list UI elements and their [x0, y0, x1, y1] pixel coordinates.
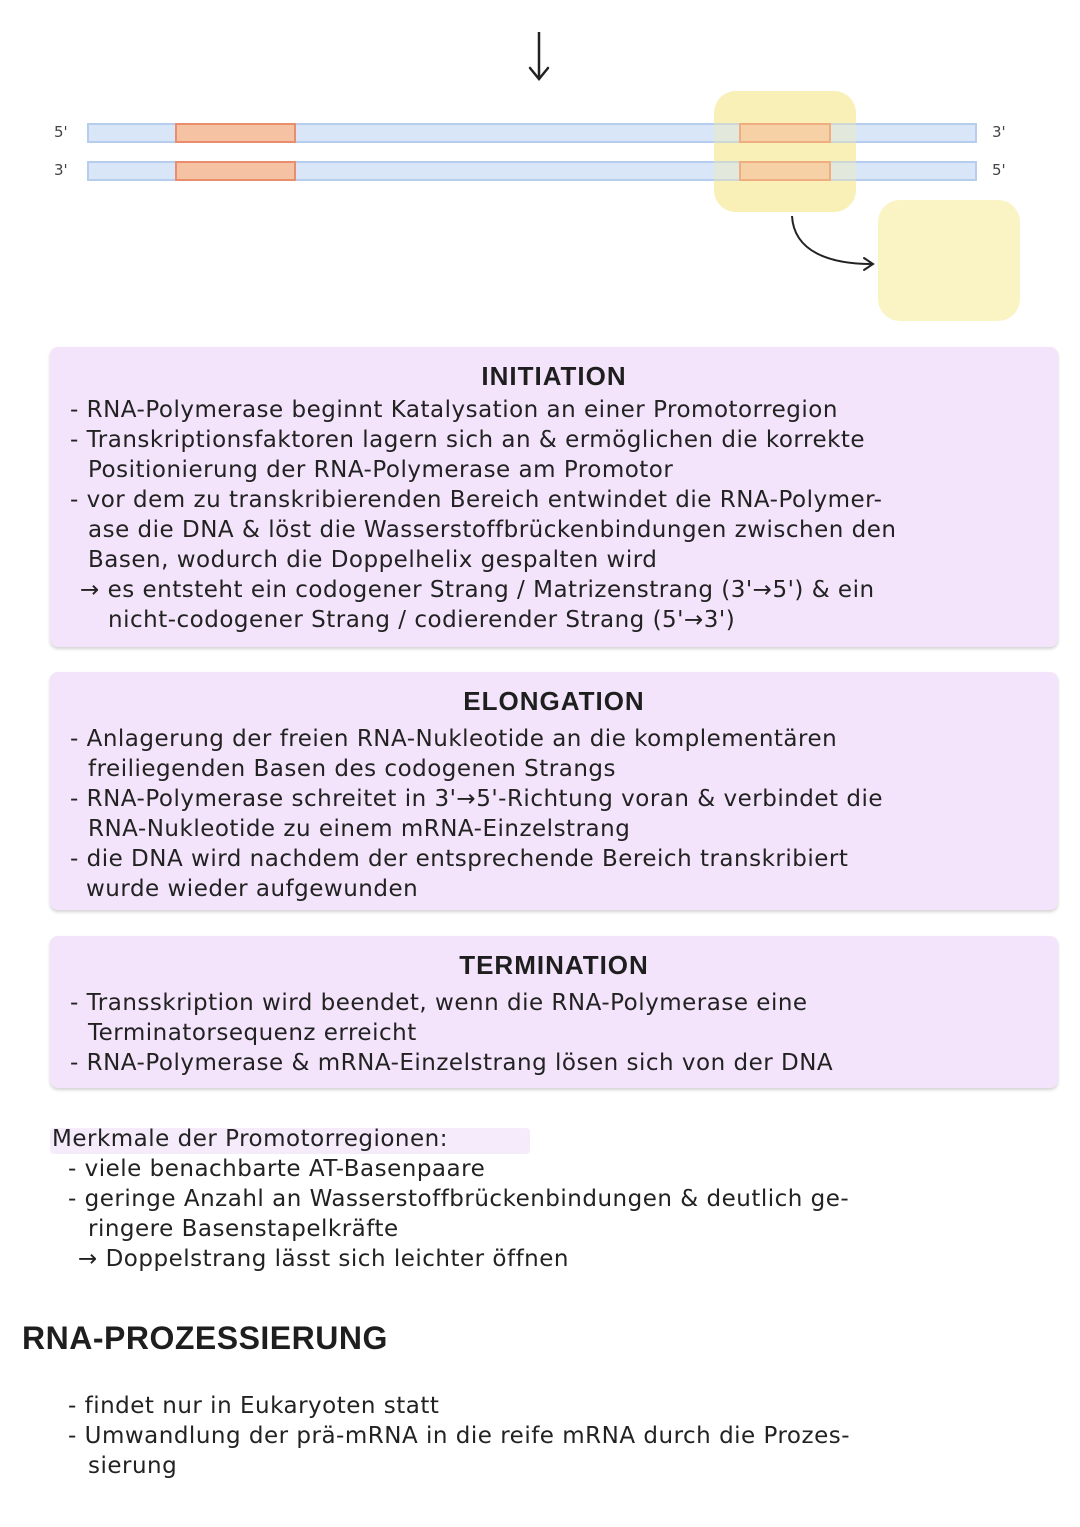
bottom-strand-right-label: 5'	[992, 161, 1006, 179]
enlarged-view-box	[878, 200, 1020, 321]
processing-line: - Umwandlung der prä-mRNA in die reife mRNA durch die Prozes-	[68, 1423, 851, 1449]
merkmale-line: - viele benachbarte AT-Basenpaare	[68, 1156, 486, 1182]
initiation-line: Positionierung der RNA-Polymerase am Promotor	[88, 457, 674, 483]
termination-line: Terminatorsequenz erreicht	[88, 1020, 417, 1046]
elongation-line: - die DNA wird nachdem der entsprechende Bereich transkribiert	[70, 846, 849, 872]
elongation-line: RNA-Nukleotide zu einem mRNA-Einzelstrang	[88, 816, 631, 842]
initiation-line: - vor dem zu transkribierenden Bereich entwindet die RNA-Polymer-	[70, 487, 883, 513]
merkmale-title: Merkmale der Promotorregionen:	[52, 1126, 448, 1152]
top-strand-right-label: 3'	[992, 123, 1006, 141]
initiation-line: ase die DNA & löst die Wasserstoffbrückenbindungen zwischen den	[88, 517, 897, 543]
promotor-segment	[175, 161, 296, 181]
initiation-line: - RNA-Polymerase beginnt Katalysation an einer Promotorregion	[70, 397, 838, 423]
processing-heading: RNA-PROZESSIERUNG	[22, 1320, 388, 1356]
merkmale-line: - geringe Anzahl an Wasserstoffbrückenbindungen & deutlich ge-	[68, 1186, 850, 1212]
elongation-line: - Anlagerung der freien RNA-Nukleotide an die komplementären	[70, 726, 838, 752]
bottom-strand-left-label: 3'	[54, 161, 68, 179]
highlight-overlay	[714, 91, 856, 212]
elongation-card	[50, 672, 1058, 910]
elongation-line: freiliegenden Basen des codogenen Strangs	[88, 756, 617, 782]
merkmale-line: ringere Basenstapelkräfte	[88, 1216, 399, 1242]
elongation-line: wurde wieder aufgewunden	[86, 876, 419, 902]
initiation-line: → es entsteht ein codogener Strang / Matrizenstrang (3'→5') & ein	[80, 577, 875, 603]
termination-line: - RNA-Polymerase & mRNA-Einzelstrang lösen sich von der DNA	[70, 1050, 834, 1076]
processing-line: sierung	[88, 1453, 178, 1479]
initiation-line: - Transkriptionsfaktoren lagern sich an & ermöglichen die korrekte	[70, 427, 866, 453]
initiation-title: INITIATION	[481, 361, 627, 391]
elongation-title: ELONGATION	[463, 686, 645, 716]
top-strand-left-label: 5'	[54, 123, 68, 141]
arrow-down-icon	[524, 30, 554, 82]
promotor-segment	[175, 123, 296, 143]
processing-line: - findet nur in Eukaryoten statt	[68, 1393, 440, 1419]
initiation-line: Basen, wodurch die Doppelhelix gespalten wird	[88, 547, 658, 573]
initiation-line: nicht-codogener Strang / codierender Strang (5'→3')	[108, 607, 736, 633]
elongation-line: - RNA-Polymerase schreitet in 3'→5'-Richtung voran & verbindet die	[70, 786, 884, 812]
termination-line: - Transskription wird beendet, wenn die RNA-Polymerase eine	[70, 990, 808, 1016]
initiation-card	[50, 347, 1058, 647]
curved-arrow-icon	[780, 212, 880, 272]
termination-title: TERMINATION	[459, 950, 649, 980]
termination-card	[50, 936, 1058, 1088]
merkmale-line: → Doppelstrang lässt sich leichter öffnen	[78, 1246, 569, 1272]
